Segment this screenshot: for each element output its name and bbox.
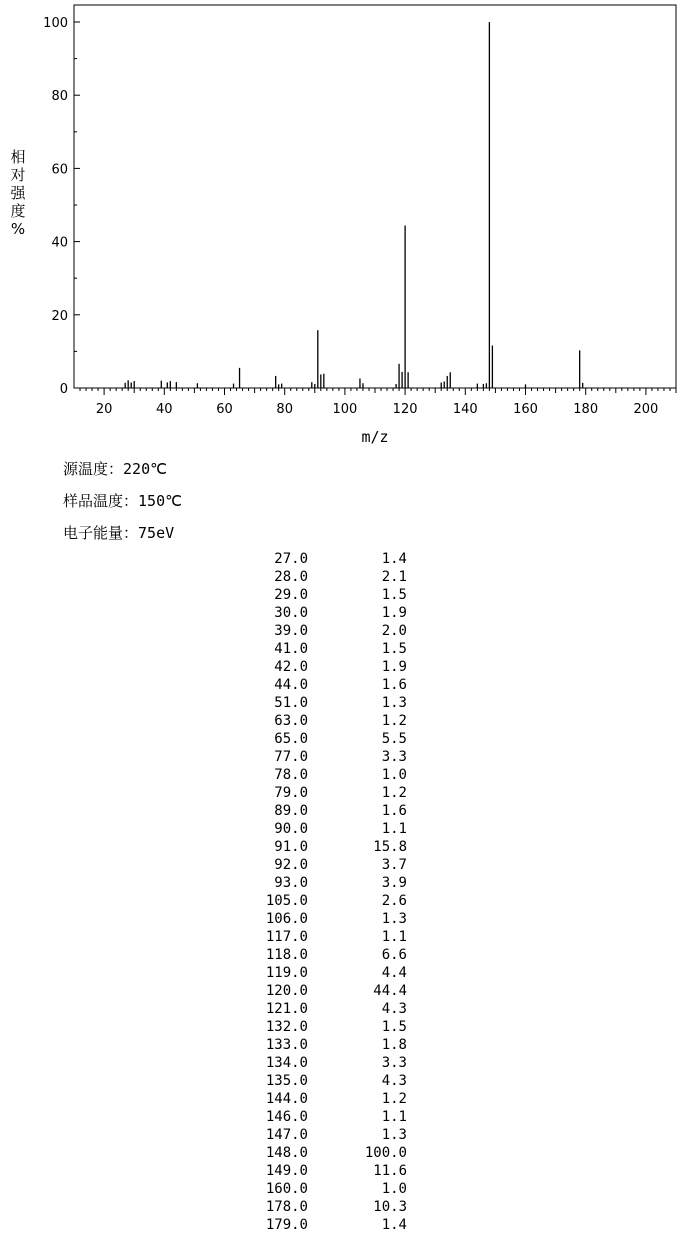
peak-row <box>0 676 680 694</box>
peak-mz: 44.0 <box>274 677 308 693</box>
peak-abundance: 1.8 <box>381 1037 407 1053</box>
peak-row <box>0 1162 680 1180</box>
peak-row <box>0 1108 680 1126</box>
peak-abundance: 4.4 <box>381 965 407 981</box>
peak-abundance: 100.0 <box>364 1145 407 1161</box>
peak-row <box>0 658 680 676</box>
peak-row <box>0 964 680 982</box>
peak-mz: 118.0 <box>265 947 308 963</box>
peak-mz: 79.0 <box>274 785 308 801</box>
peak-mz: 144.0 <box>265 1091 308 1107</box>
peak-row <box>0 892 680 910</box>
peak-abundance: 1.3 <box>381 911 407 927</box>
peak-mz: 147.0 <box>265 1127 308 1143</box>
peak-row <box>0 568 680 586</box>
peak-mz: 63.0 <box>274 713 308 729</box>
peak-mz: 119.0 <box>265 965 308 981</box>
peak-abundance: 44.4 <box>373 983 407 999</box>
peak-row <box>0 1198 680 1216</box>
y-label-char: 度 <box>10 202 26 220</box>
peak-row <box>0 1216 680 1234</box>
x-axis <box>80 388 676 417</box>
peak-row <box>0 820 680 838</box>
x-tick-label: 140 <box>452 402 478 417</box>
y-label-char: 对 <box>10 166 26 184</box>
peak-mz: 93.0 <box>274 875 308 891</box>
peak-row <box>0 1072 680 1090</box>
peak-row <box>0 766 680 784</box>
plot-frame <box>74 5 676 388</box>
peak-mz: 65.0 <box>274 731 308 747</box>
peak-bars <box>125 22 583 388</box>
peak-row <box>0 802 680 820</box>
peak-mz: 179.0 <box>265 1217 308 1233</box>
peak-mz: 106.0 <box>265 911 308 927</box>
peak-abundance: 11.6 <box>373 1163 407 1179</box>
x-tick-label: 180 <box>573 402 599 417</box>
peak-abundance: 2.6 <box>381 893 407 909</box>
peak-mz: 92.0 <box>274 857 308 873</box>
peak-abundance: 1.0 <box>381 1181 407 1197</box>
peak-row <box>0 856 680 874</box>
peak-mz: 178.0 <box>265 1199 308 1215</box>
peak-abundance: 1.1 <box>381 929 407 945</box>
peak-abundance: 3.9 <box>381 875 407 891</box>
peak-abundance: 5.5 <box>381 731 407 747</box>
peak-abundance: 1.9 <box>381 659 407 675</box>
peak-row <box>0 1054 680 1072</box>
peak-abundance: 1.4 <box>381 1217 407 1233</box>
peak-abundance: 2.1 <box>381 569 407 585</box>
peak-abundance: 1.1 <box>381 821 407 837</box>
sample-temperature-value: 150℃ <box>138 492 182 510</box>
source-temperature <box>63 458 167 479</box>
peak-row <box>0 604 680 622</box>
peak-abundance: 1.6 <box>381 677 407 693</box>
peak-row <box>0 1144 680 1162</box>
peak-row <box>0 1018 680 1036</box>
sample-temperature-label: 样品温度： <box>63 492 139 510</box>
peak-abundance: 3.3 <box>381 749 407 765</box>
peak-row <box>0 730 680 748</box>
y-axis-label <box>8 148 28 238</box>
x-axis-label: m/z <box>361 428 389 446</box>
peak-abundance: 1.1 <box>381 1109 407 1125</box>
peak-abundance: 10.3 <box>373 1199 407 1215</box>
peak-mz: 133.0 <box>265 1037 308 1053</box>
peak-abundance: 3.7 <box>381 857 407 873</box>
peak-mz: 77.0 <box>274 749 308 765</box>
peak-mz: 121.0 <box>265 1001 308 1017</box>
peak-row <box>0 694 680 712</box>
peak-mz: 146.0 <box>265 1109 308 1125</box>
peak-abundance: 1.2 <box>381 1091 407 1107</box>
peak-mz: 89.0 <box>274 803 308 819</box>
x-tick-label: 100 <box>332 402 358 417</box>
peak-abundance: 1.5 <box>381 587 407 603</box>
peak-abundance: 4.3 <box>381 1001 407 1017</box>
electron-energy <box>63 522 174 543</box>
peak-mz: 78.0 <box>274 767 308 783</box>
peak-mz: 28.0 <box>274 569 308 585</box>
source-temperature-label: 源温度： <box>63 460 124 478</box>
peak-abundance: 1.0 <box>381 767 407 783</box>
peak-abundance: 15.8 <box>373 839 407 855</box>
y-label-char: 强 <box>10 184 26 202</box>
peak-row <box>0 1090 680 1108</box>
sample-temperature <box>63 490 182 511</box>
electron-energy-label: 电子能量： <box>63 524 139 542</box>
electron-energy-value: 75eV <box>138 524 175 542</box>
peak-abundance: 1.2 <box>381 713 407 729</box>
y-tick-label: 80 <box>51 89 68 105</box>
peak-row <box>0 874 680 892</box>
peak-row <box>0 748 680 766</box>
peak-mz: 90.0 <box>274 821 308 837</box>
y-tick-label: 100 <box>43 16 68 31</box>
peak-mz: 91.0 <box>274 839 308 855</box>
x-tick-label: 120 <box>392 402 418 417</box>
x-tick-label: 200 <box>633 402 659 417</box>
peak-mz: 29.0 <box>274 587 308 603</box>
x-tick-label: 60 <box>216 402 233 417</box>
peak-row <box>0 928 680 946</box>
peak-mz: 132.0 <box>265 1019 308 1035</box>
y-tick-label: 60 <box>51 162 68 178</box>
peak-row <box>0 982 680 1000</box>
y-tick-label: 40 <box>51 235 68 251</box>
y-tick-label: 20 <box>51 308 68 324</box>
y-tick-label: 0 <box>59 382 68 397</box>
peak-mz: 148.0 <box>265 1145 308 1161</box>
peak-table <box>0 550 680 1234</box>
peak-row <box>0 946 680 964</box>
peak-row <box>0 622 680 640</box>
peak-abundance: 1.6 <box>381 803 407 819</box>
y-label-char: 相 <box>10 148 26 166</box>
peak-abundance: 1.5 <box>381 641 407 657</box>
peak-mz: 105.0 <box>265 893 308 909</box>
peak-row <box>0 550 680 568</box>
x-tick-label: 40 <box>156 402 173 417</box>
peak-mz: 117.0 <box>265 929 308 945</box>
peak-row <box>0 640 680 658</box>
peak-mz: 134.0 <box>265 1055 308 1071</box>
peak-row <box>0 784 680 802</box>
peak-mz: 120.0 <box>265 983 308 999</box>
peak-row <box>0 1126 680 1144</box>
peak-abundance: 1.2 <box>381 785 407 801</box>
peak-mz: 27.0 <box>274 551 308 567</box>
peak-row <box>0 712 680 730</box>
peak-abundance: 1.3 <box>381 695 407 711</box>
peak-row <box>0 1000 680 1018</box>
peak-abundance: 1.4 <box>381 551 407 567</box>
peak-abundance: 1.9 <box>381 605 407 621</box>
peak-abundance: 4.3 <box>381 1073 407 1089</box>
mass-spectrum-chart <box>0 0 680 450</box>
peak-abundance: 2.0 <box>381 623 407 639</box>
x-tick-label: 20 <box>95 402 113 417</box>
peak-mz: 160.0 <box>265 1181 308 1197</box>
peak-abundance: 6.6 <box>381 947 407 963</box>
peak-row <box>0 1036 680 1054</box>
peak-row <box>0 586 680 604</box>
source-temperature-value: 220℃ <box>123 460 167 478</box>
peak-mz: 30.0 <box>274 605 308 621</box>
peak-row <box>0 1180 680 1198</box>
peak-abundance: 1.5 <box>381 1019 407 1035</box>
peak-row <box>0 838 680 856</box>
peak-mz: 51.0 <box>274 695 308 711</box>
peak-mz: 149.0 <box>265 1163 308 1179</box>
peak-mz: 135.0 <box>265 1073 308 1089</box>
x-tick-label: 80 <box>276 402 293 417</box>
peak-row <box>0 910 680 928</box>
peak-mz: 42.0 <box>274 659 308 675</box>
x-tick-label: 160 <box>513 402 538 417</box>
peak-mz: 41.0 <box>274 641 308 657</box>
peak-mz: 39.0 <box>274 623 308 639</box>
peak-abundance: 1.3 <box>381 1127 407 1143</box>
peak-abundance: 3.3 <box>381 1055 407 1071</box>
y-label-char: % <box>10 220 26 238</box>
